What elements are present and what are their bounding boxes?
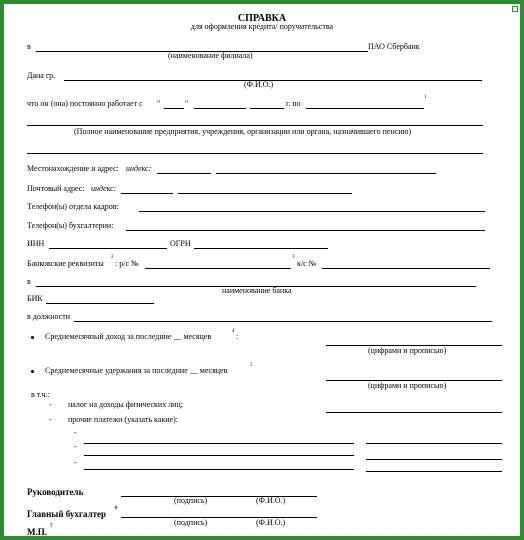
bank-name-caption: наименование банка (222, 286, 292, 295)
form-title: СПРАВКА (237, 13, 287, 24)
deductions-bullet (31, 370, 34, 373)
postal-address-field[interactable] (178, 193, 352, 194)
form-subtitle: для оформления кредита/ поручительства (190, 22, 334, 31)
income-bullet (31, 336, 34, 339)
stamp-sup: 7 (50, 524, 53, 529)
postal-label: Почтовый адрес: (27, 184, 85, 193)
location-address-field[interactable] (216, 173, 436, 174)
chief-accountant-sup: 6 (115, 506, 118, 511)
ks-field[interactable] (322, 268, 490, 269)
tax-field[interactable] (326, 412, 502, 413)
year-to-label: г. по (286, 99, 301, 108)
ogrn-label: ОГРН (170, 239, 191, 248)
date-quote-close: " (185, 99, 189, 108)
avg-income-label: Среднемесячный доход за последние __ месяцев (45, 332, 212, 341)
postal-index-label: индекс: (91, 184, 117, 193)
tax-dash: - (49, 400, 52, 409)
avg-income-suffix: : (236, 332, 239, 341)
payment-amount-field-1[interactable] (366, 443, 502, 444)
avg-income-sup: 4 (232, 329, 235, 334)
payment-name-field-1[interactable] (84, 443, 354, 444)
employer-field-2[interactable] (27, 153, 483, 154)
accounting-phone-label: Телефон(ы) бухгалтерии: (27, 221, 114, 230)
ogrn-field[interactable] (194, 248, 328, 249)
hr-phone-field[interactable] (139, 211, 485, 212)
rs-label: : р/с № (115, 259, 139, 268)
bik-field[interactable] (46, 303, 154, 304)
bank-prefix: в (27, 277, 31, 286)
employer-caption: (Полное наименование предприятия, учреждения, организации или органа, назначившего пенсию) (74, 127, 412, 136)
stamp-label: М.П. (27, 527, 47, 537)
head-label: Руководитель (27, 487, 84, 497)
payment-name-field-3[interactable] (84, 469, 354, 470)
to-prefix: в (27, 42, 31, 51)
amount-caption-2: (цифрами и прописью) (368, 381, 447, 390)
postal-index-field[interactable] (121, 193, 173, 194)
payment-amount-field-3[interactable] (366, 471, 502, 472)
inn-field[interactable] (49, 248, 167, 249)
position-field[interactable] (74, 321, 492, 322)
chief-accountant-signature-field[interactable] (121, 517, 317, 518)
location-index-label: индекс: (126, 164, 152, 173)
head-signature-field[interactable] (121, 496, 317, 497)
rs-field[interactable] (145, 268, 291, 269)
head-fio-caption: (Ф.И.О.) (256, 496, 286, 505)
corner-mark (512, 6, 518, 12)
ks-sup: 3 (292, 255, 295, 260)
payment-name-field-2[interactable] (84, 455, 354, 456)
bank-details-sup: 2 (111, 255, 114, 260)
bank-suffix: ПАО Сбербанк (368, 42, 420, 51)
given-label: Дана гр. (27, 71, 56, 80)
employer-field[interactable] (27, 125, 483, 126)
payment-amount-field-2[interactable] (366, 459, 502, 460)
start-year-field[interactable] (250, 108, 284, 109)
hr-phone-label: Телефон(ы) отдела кадров: (27, 202, 119, 211)
chief-accountant-label: Главный бухгалтер (27, 509, 107, 519)
avg-deductions-sup: 5 (250, 363, 253, 368)
chief-accountant-signature-caption: (подпись) (174, 518, 208, 527)
amount-caption-1: (цифрами и прописью) (368, 346, 447, 355)
list-dash-2: - (74, 442, 77, 451)
footnote-1: 1 (424, 95, 427, 100)
fio-caption: (Ф.И.О.) (244, 80, 274, 89)
tax-label: налог на доходы физических лиц; (68, 400, 183, 409)
list-dash-3: - (74, 458, 77, 467)
accounting-phone-field[interactable] (126, 230, 485, 231)
location-label: Местонахождение и адрес: (27, 164, 119, 173)
ks-label: к/с № (297, 259, 317, 268)
start-day-field[interactable] (164, 108, 184, 109)
including-label: в т.ч.: (31, 390, 50, 399)
other-dash: - (49, 415, 52, 424)
inn-label: ИНН (27, 239, 45, 248)
avg-deductions-label: Среднемесячные удержания за последние __ месяцев (45, 366, 228, 375)
position-label: в должности (27, 312, 71, 321)
chief-accountant-fio-caption: (Ф.И.О.) (256, 518, 286, 527)
list-dash-1: - (74, 428, 77, 437)
date-quote-open: " (157, 99, 161, 108)
end-date-field[interactable] (306, 108, 424, 109)
start-month-field[interactable] (194, 108, 246, 109)
bank-details-label: Банковские реквизиты (27, 259, 104, 268)
location-index-field[interactable] (157, 173, 211, 174)
branch-caption: (наименование филиала) (168, 51, 253, 60)
other-label: прочие платежи (указать какие): (68, 415, 178, 424)
bik-label: БИК (27, 294, 43, 303)
head-signature-caption: (подпись) (174, 496, 208, 505)
works-since-label: что он (она) постоянно работает с (27, 99, 143, 108)
